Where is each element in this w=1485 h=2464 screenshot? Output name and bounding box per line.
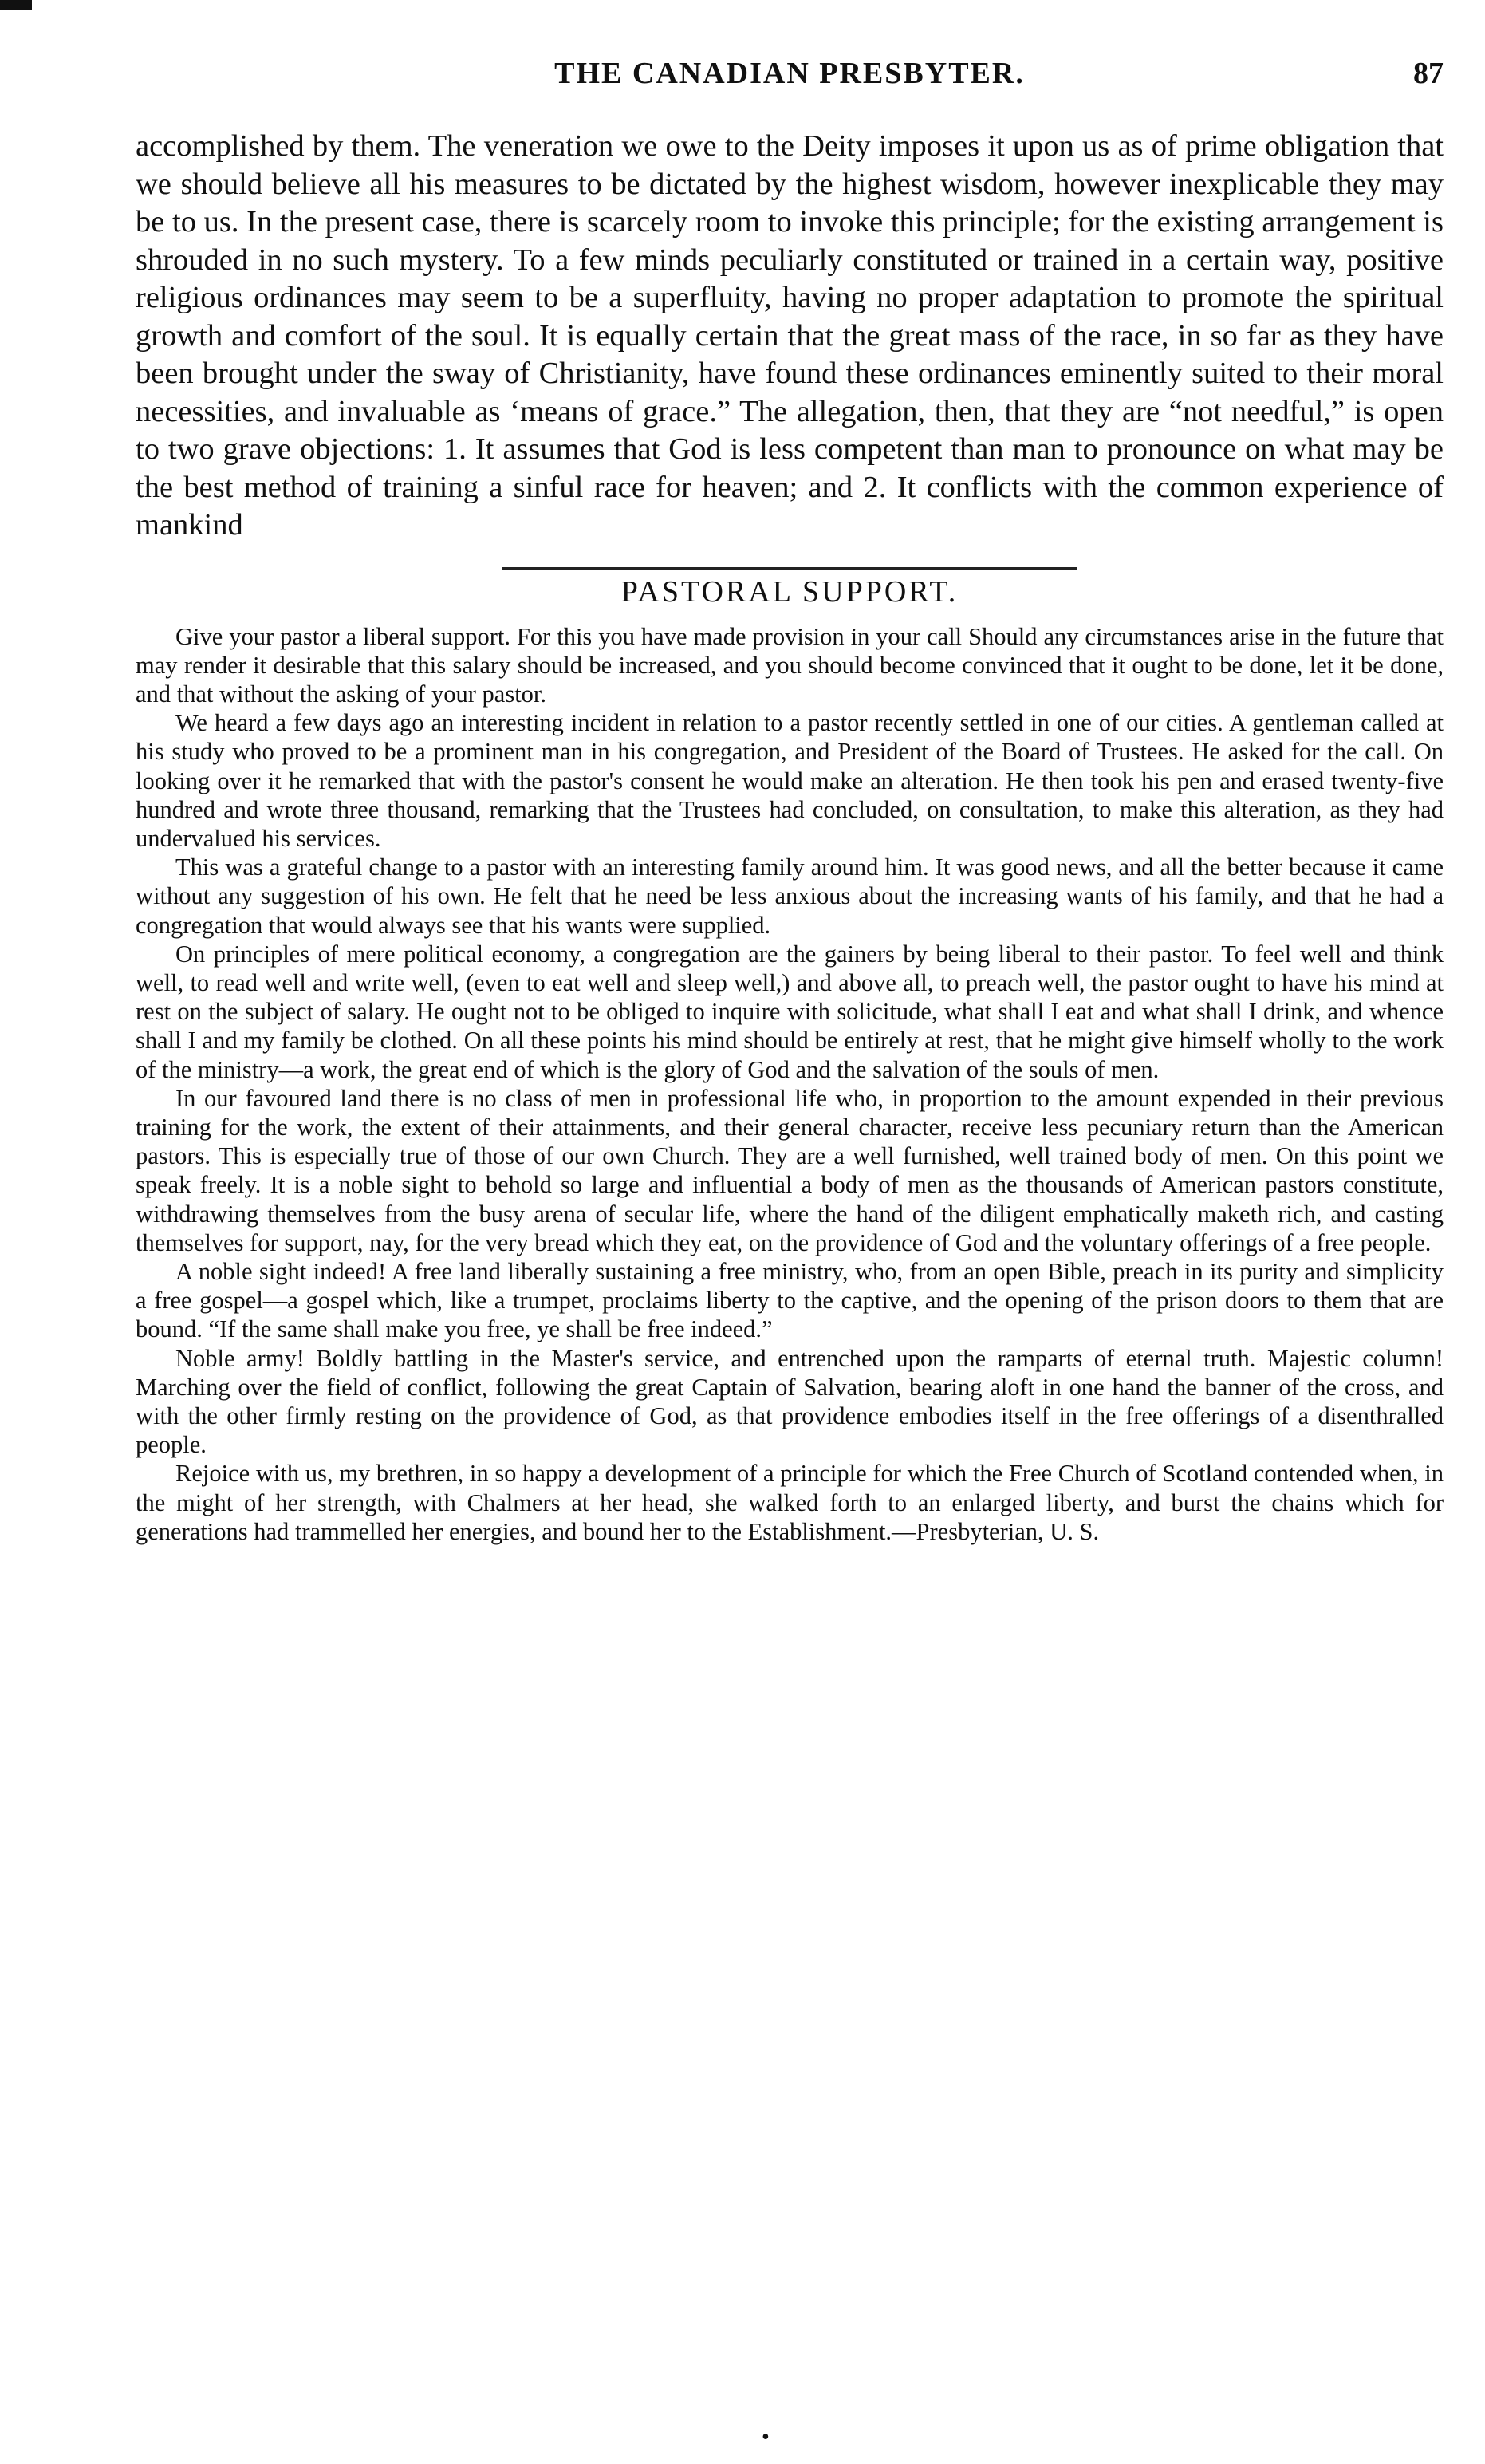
footer-mark: •: [762, 2425, 770, 2450]
article-paragraph: Rejoice with us, my brethren, in so happy a development of a principle for which the Free Church of Scotland contended when, in the might of her strength, with Chalmers at her head, she walked forth to an enlarged liberty, and burst the chains which for generations had trammelled her energies, and bound her to the Establishment.—Presbyterian, U. S.: [136, 1460, 1444, 1545]
page-header: [136, 56, 1444, 96]
corner-mark: [0, 0, 32, 10]
page-number: 87: [1413, 57, 1444, 90]
article-paragraph: In our favoured land there is no class of men in professional life who, in proportion to the amount expended in their previous training for the work, the extent of their attainments, and their general character, receive less pecuniary return than the American pastors. This is especially true of those of our own Church. They are a well furnished, well trained body of men. On this point we speak freely. It is a noble sight to behold so large and influential a body of men as the thousands of American pastors constitute, withdrawing themselves from the busy arena of secular life, where the hand of the diligent emphatically maketh rich, and casting themselves for support, nay, for the very bread which they eat, on the providence of God and the voluntary offerings of a free people.: [136, 1084, 1444, 1256]
running-title: THE CANADIAN PRESBYTER.: [554, 57, 1025, 90]
section-title: PASTORAL SUPPORT.: [620, 574, 959, 609]
intro-paragraph: accomplished by them. The veneration we owe to the Deity imposes it upon us as of prime obligation that we should believe all his measures to be dictated by the highest wisdom, however inexplicable they may be to us. In the present case, there is scarcely room to invoke this principle; for the existing arrangement is shrouded in no such mystery. To a few minds peculiarly constituted or trained in a certain way, positive religious ordinances may seem to be a superfluity, having no proper adaptation to promote the spiritual growth and comfort of the soul. It is equally certain that the great mass of the race, in so far as they have been brought under the sway of Christianity, have found these ordinances eminently suited to their moral necessities, and invaluable as ‘means of grace.” The allegation, then, that they are “not needful,” is open to two grave objections: 1. It assumes that God is less competent than man to pronounce on what may be the best method of training a sinful race for heaven; and 2. It conflicts with the common experience of mankind: [136, 129, 1444, 542]
article-paragraph: This was a grateful change to a pastor with an interesting family around him. It was good news, and all the better because it came without any suggestion of his own. He felt that he need be less anxious about the increasing wants of his family, and that he had a congregation that would always see that his wants were supplied.: [136, 854, 1444, 939]
article-paragraph: Give your pastor a liberal support. For this you have made provision in your call Should any circumstances arise in the future that may render it desirable that this salary should be increased, and you should become convinced that it ought to be done, let it be done, and that without the asking of your pastor.: [136, 622, 1444, 708]
article-paragraph: Noble army! Boldly battling in the Master's service, and entrenched upon the ramparts of eternal truth. Majestic column! Marching over the field of conflict, following the great Captain of Salvation, bearing aloft in one hand the banner of the cross, and with the other firmly resting on the providence of God, as that providence embodies itself in the free offerings of a disenthralled people.: [136, 1344, 1444, 1459]
article-paragraph: A noble sight indeed! A free land liberally sustaining a free ministry, who, from an open Bible, preach in its purity and simplicity a free gospel—a gospel which, like a trumpet, proclaims liberty to the captive, and the opening of the prison doors to them that are bound. “If the same shall make you free, ye shall be free indeed.”: [136, 1257, 1444, 1343]
article-paragraph: We heard a few days ago an interesting incident in relation to a pastor recently settled in one of our cities. A gentleman called at his study who proved to be a prominent man in his congregation, and President of the Board of Trustees. He asked for the call. On looking over it he remarked that with the pastor's consent he would make an alteration. He then took his pen and erased twenty-five hundred and wrote three thousand, remarking that the Trustees had concluded, on consultation, to make this alteration, as they had undervalued his services.: [136, 709, 1444, 852]
article-paragraph: On principles of mere political economy, a congregation are the gainers by being liberal to their pastor. To feel well and think well, to read well and write well, (even to eat well and sleep well,) and above all, to preach well, the pastor ought to have his mind at rest on the subject of salary. He ought not to be obliged to inquire with solicitude, what shall I eat and what shall I drink, and whence shall I and my family be clothed. On all these points his mind should be entirely at rest, that he might give himself wholly to the work of the ministry—a work, the great end of which is the glory of God and the salvation of the souls of men.: [136, 940, 1444, 1083]
text-column: [136, 128, 1444, 1546]
section-divider: [502, 567, 1077, 570]
